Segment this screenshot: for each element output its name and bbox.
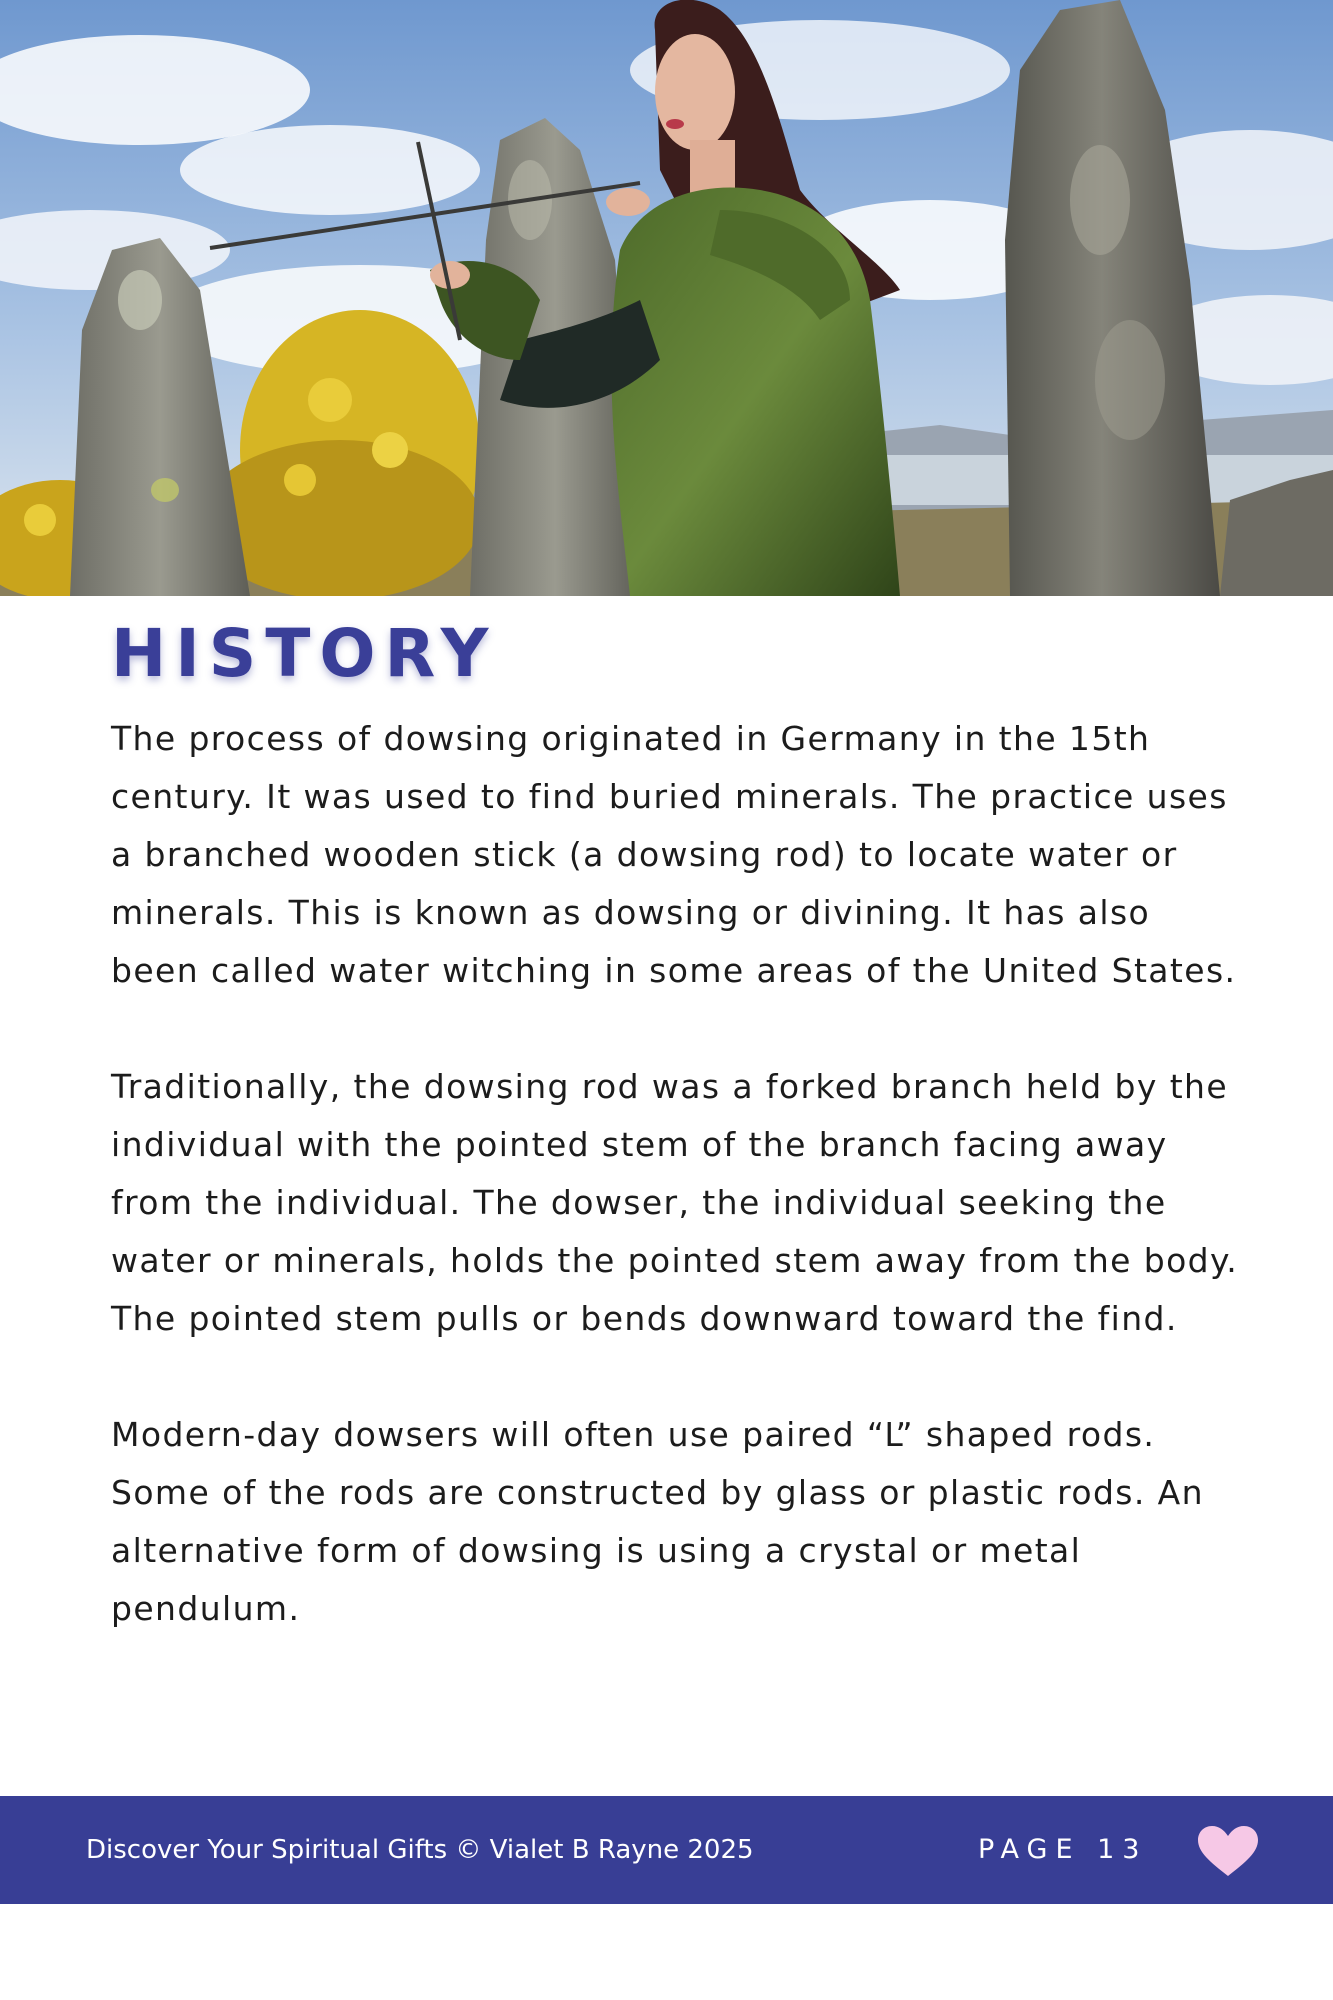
page-title: HISTORY [111, 615, 498, 692]
hero-photo [0, 0, 1333, 596]
heart-icon [1198, 1826, 1258, 1878]
paragraph-origin: The process of dowsing originated in Germany in the 15th century. It was used to find buried minerals. The practice uses a branched wooden stick (a dowsing rod) to locate water or minerals. This is known as dowsing or divining. It has also been called water witching in some areas of the United States. [111, 719, 1237, 990]
body-text [111, 710, 1241, 1638]
footer-copyright: Discover Your Spiritual Gifts © Vialet B Rayne 2025 [86, 1835, 754, 1865]
main-content [111, 610, 1241, 1638]
page-number: PAGE 13 [978, 1834, 1148, 1865]
footer-bar [0, 1796, 1333, 1904]
paragraph-traditional-rod: Traditionally, the dowsing rod was a forked branch held by the individual with the pointed stem of the branch facing away from the individual. The dowser, the individual seeking the water or minerals, holds the pointed stem away from the body. The pointed stem pulls or bends downward toward the find. [111, 1067, 1239, 1338]
paragraph-modern-dowsing: Modern-day dowsers will often use paired “L” shaped rods. Some of the rods are constructed by glass or plastic rods. An alternative form of dowsing is using a crystal or metal pendulum. [111, 1415, 1204, 1628]
